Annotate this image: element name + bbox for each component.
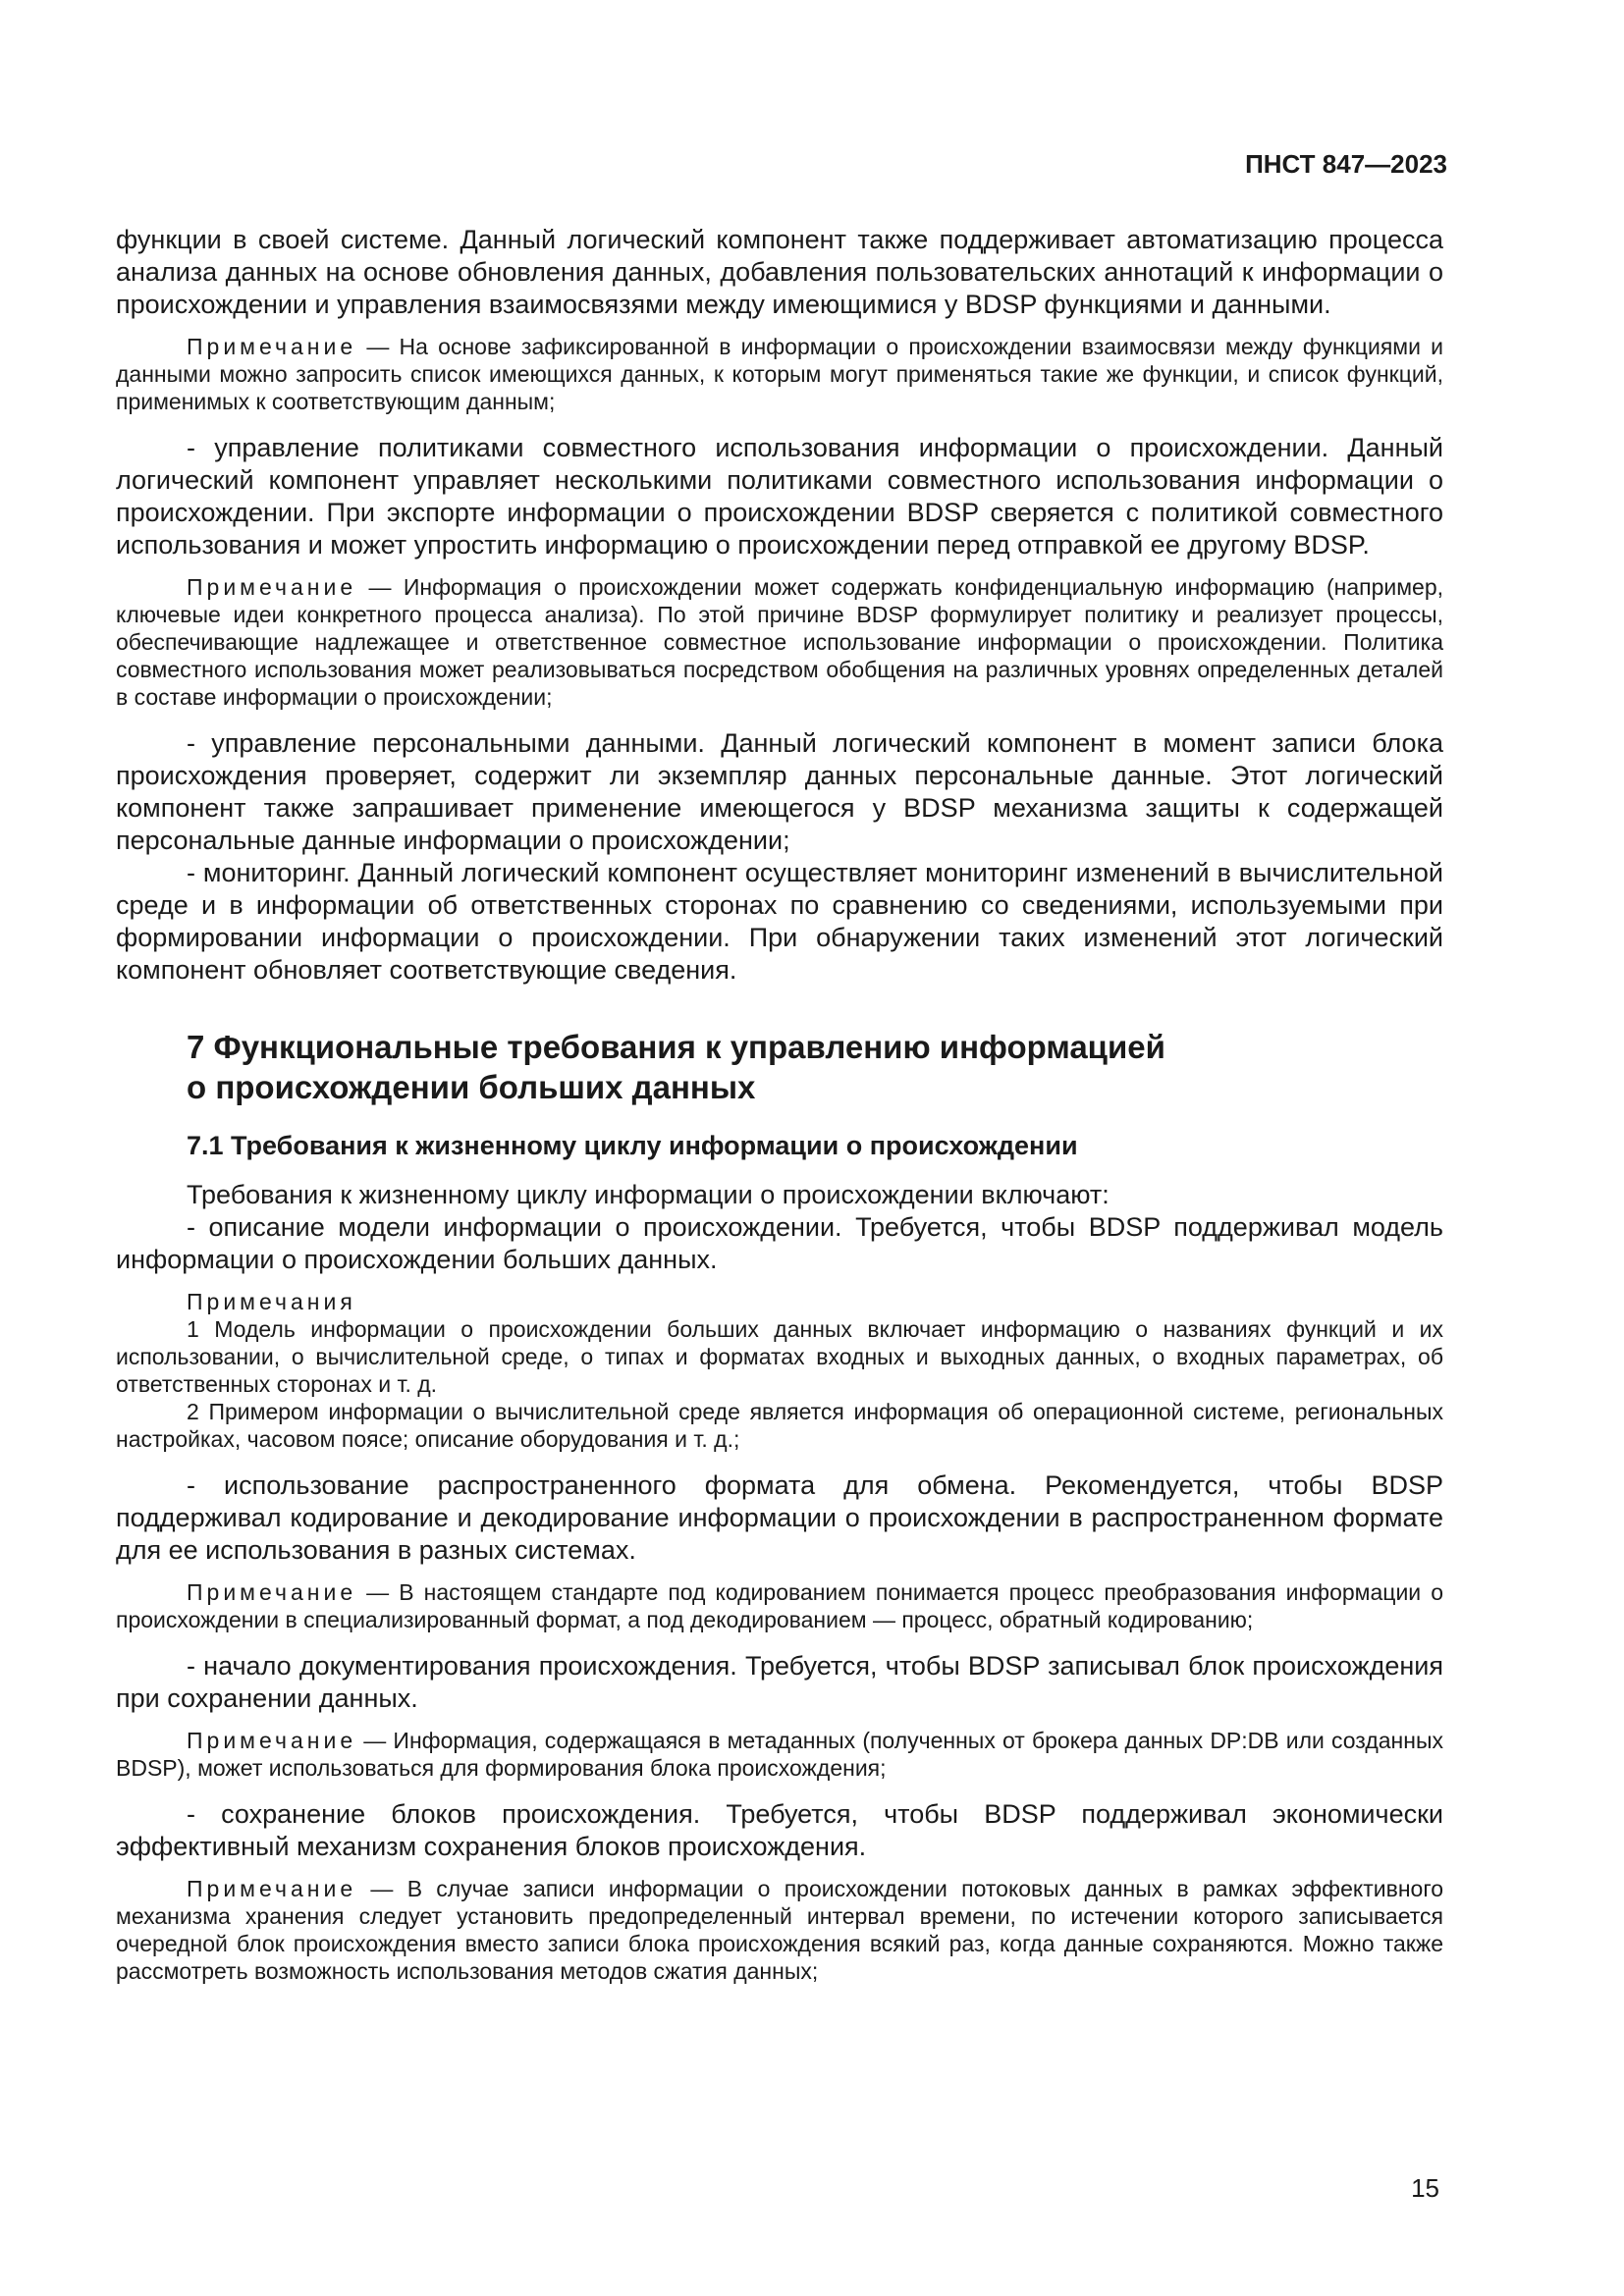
note-label: Примечания: [187, 1289, 356, 1314]
note: [116, 333, 1443, 415]
section-7-1-heading: 7.1 Требования к жизненному циклу информации о происхождении: [187, 1131, 1078, 1160]
note-text: — В случае записи информации о происхождении потоковых данных в рамках эффективного механизма хранения следует установить предопределенный интервал времени, по истечении которого записывается очередной блок происхождения вместо записи блока происхождения всякий раз, когда данные сохраняются. Можно также рассмотреть возможность использования методов сжатия данных;: [116, 1876, 1443, 1984]
note-text: — Информация о происхождении может содержать конфиденциальную информацию (например, ключевые идеи конкретного процесса анализа). По этой причине BDSP формулирует политику и реализует процессы, обеспечивающие надлежащее и ответственное совместное использование информации о происхождении. Политика совместного использования может реализовываться посредством обобщения на различных уровнях определенных деталей в составе информации о происхождении;: [116, 574, 1443, 710]
note: 2 Примером информации о вычислительной среде является информация об операционной системе, региональных настройках, часовом поясе; описание оборудования и т. д.;: [116, 1399, 1443, 1452]
section-7-heading: [116, 1027, 1443, 1107]
section-heading-line: 7 Функциональные требования к управлению информацией: [187, 1029, 1165, 1065]
note: [116, 1578, 1443, 1633]
paragraph: - описание модели информации о происхождении. Требуется, чтобы BDSP поддерживал модель информации о происхождении больших данных.: [116, 1212, 1443, 1274]
paragraph: Требования к жизненному циклу информации о происхождении включают:: [187, 1180, 1110, 1209]
paragraph: - мониторинг. Данный логический компонент осуществляет мониторинг изменений в вычислительной среде и в информации об ответственных сторонах по сравнению со сведениями, используемыми при формировании информации о происхождении. При обнаружении таких изменений этот логический компонент обновляет соответствующие сведения.: [116, 858, 1443, 985]
section-heading-line: о происхождении больших данных: [187, 1069, 756, 1105]
note: [116, 573, 1443, 711]
note-text: — В настоящем стандарте под кодированием понимается процесс преобразования информации о происхождении в специализированный формат, а под декодированием — процесс, обратный кодированию;: [116, 1579, 1443, 1632]
page-content: [116, 224, 1443, 1985]
paragraph: - сохранение блоков происхождения. Требуется, чтобы BDSP поддерживал экономически эффективный механизм сохранения блоков происхождения.: [116, 1799, 1443, 1861]
note-text: — Информация, содержащаяся в метаданных (полученных от брокера данных DP:DB или созданных BDSP), может использоваться для формирования блока происхождения;: [116, 1728, 1443, 1781]
note: 1 Модель информации о происхождении больших данных включает информацию о названиях функций и их использовании, о вычислительной среде, о типах и форматах входных и выходных данных, о входных параметрах, об ответственных сторонах и т. д.: [116, 1316, 1443, 1397]
document-id-header: ПНСТ 847—2023: [1245, 149, 1447, 179]
paragraph: функции в своей системе. Данный логический компонент также поддерживает автоматизацию процесса анализа данных на основе обновления данных, добавления пользовательских аннотаций к информации о происхождении и управления взаимосвязями между имеющимися у BDSP функциями и данными.: [116, 225, 1443, 319]
paragraph: - управление персональными данными. Данный логический компонент в момент записи блока происхождения проверяет, содержит ли экземпляр данных персональные данные. Этот логический компонент также запрашивает применение имеющегося у BDSP механизма защиты к содержащей персональные данные информации о происхождении;: [116, 728, 1443, 855]
note: [116, 1875, 1443, 1985]
note-label: Примечание: [187, 334, 357, 359]
note-label: Примечание: [187, 1728, 357, 1753]
paragraph: - управление политиками совместного использования информации о происхождении. Данный логический компонент управляет несколькими политиками совместного использования информации о происхождении. При экспорте информации о происхождении BDSP сверяется с политикой совместного использования и может упростить информацию о происхождении перед отправкой ее другому BDSP.: [116, 433, 1443, 560]
note-label: Примечание: [187, 1876, 357, 1901]
notes-label: [116, 1288, 1443, 1315]
note-label: Примечание: [187, 574, 357, 600]
paragraph: - использование распространенного формата для обмена. Рекомендуется, чтобы BDSP поддерживал кодирование и декодирование информации о происхождении в распространенном формате для ее использования в разных системах.: [116, 1470, 1443, 1565]
note-label: Примечание: [187, 1579, 357, 1605]
note-text: — На основе зафиксированной в информации о происхождении взаимосвязи между функциями и данными можно запросить список имеющихся данных, к которым могут применяться такие же функции, и список функций, применимых к соответствующим данным;: [116, 334, 1443, 414]
note: [116, 1727, 1443, 1782]
page-number: 15: [1411, 2173, 1439, 2203]
paragraph: - начало документирования происхождения. Требуется, чтобы BDSP записывал блок происхождения при сохранении данных.: [116, 1651, 1443, 1713]
